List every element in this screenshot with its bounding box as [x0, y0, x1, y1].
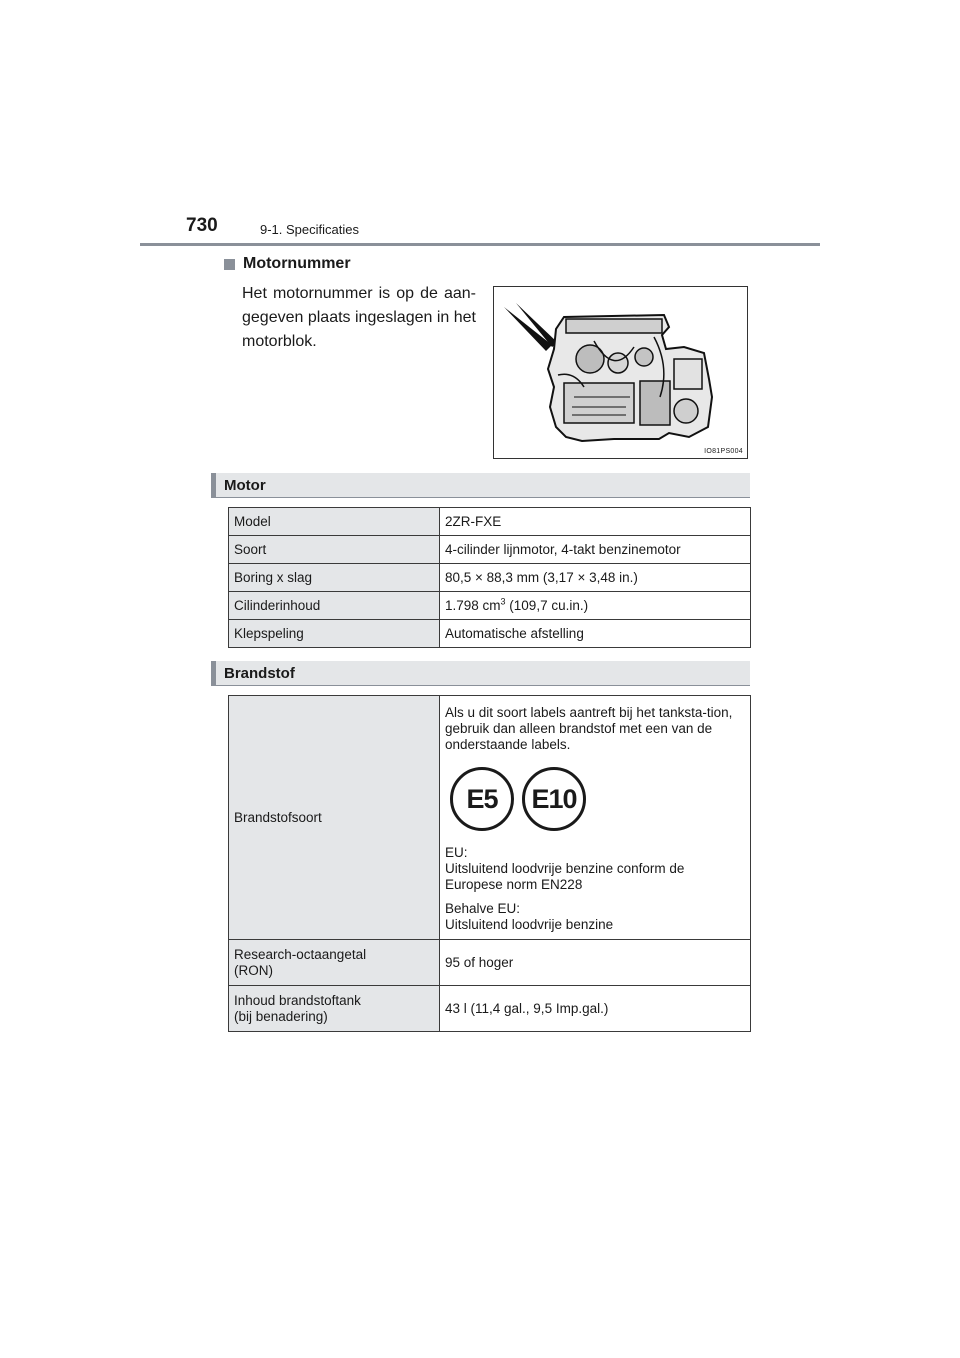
- header-divider: [140, 243, 820, 246]
- engine-number-heading-text: Motornummer: [243, 255, 351, 272]
- motor-section-header: [211, 473, 750, 498]
- tank-label-line2: (bij benadering): [234, 1008, 328, 1024]
- non-eu-fuel-note: [445, 901, 745, 933]
- row-label: Klepspeling: [229, 620, 440, 648]
- row-value: 43 l (11,4 gal., 9,5 Imp.gal.): [440, 986, 751, 1032]
- row-value: [440, 696, 751, 940]
- fuel-spec-table: [228, 695, 751, 1032]
- table-row: [229, 986, 751, 1032]
- row-label: Model: [229, 508, 440, 536]
- displacement-suffix: (109,7 cu.in.): [505, 598, 589, 613]
- non-eu-text: Uitsluitend loodvrije benzine: [445, 917, 614, 932]
- tank-label-line1: Inhoud brandstoftank: [234, 992, 361, 1008]
- table-row: [229, 620, 751, 648]
- table-row: [229, 536, 751, 564]
- motor-section-title: Motor: [224, 477, 266, 494]
- square-bullet-icon: [224, 259, 235, 270]
- row-label: Brandstofsoort: [229, 696, 440, 940]
- fuel-badge-e10: E10: [522, 767, 586, 831]
- eu-text: Uitsluitend loodvrije benzine conform de Europese norm EN228: [445, 861, 685, 892]
- table-row: [229, 508, 751, 536]
- engine-drawing-icon: [494, 287, 747, 458]
- fuel-badge-e5: E5: [450, 767, 514, 831]
- superscript: 3: [500, 596, 506, 607]
- motor-spec-table: [228, 507, 751, 648]
- row-value: 2ZR-FXE: [440, 508, 751, 536]
- engine-number-heading: [224, 255, 351, 273]
- row-value: 80,5 × 88,3 mm (3,17 × 3,48 in.): [440, 564, 751, 592]
- octane-label-line1: Research-octaangetal: [234, 946, 367, 962]
- row-label: Cilinderinhoud: [229, 592, 440, 620]
- row-label: Soort: [229, 536, 440, 564]
- fuel-label-intro: Als u dit soort labels aantreft bij het tanksta-tion, gebruik dan alleen brandstof met een van de onderstaande labels.: [445, 705, 733, 752]
- section-marker: [211, 661, 216, 685]
- eu-label: EU:: [445, 845, 468, 860]
- table-row: [229, 696, 751, 940]
- fuel-badges: [450, 767, 745, 831]
- fuel-section-title: Brandstof: [224, 665, 295, 682]
- table-row: [229, 564, 751, 592]
- row-label: Boring x slag: [229, 564, 440, 592]
- row-value: 4-cilinder lijnmotor, 4-takt benzinemotor: [440, 536, 751, 564]
- row-value: [440, 592, 751, 620]
- engine-illustration: [493, 286, 748, 459]
- section-marker: [211, 473, 216, 497]
- fuel-section-header: [211, 661, 750, 686]
- table-row: [229, 940, 751, 986]
- eu-fuel-note: [445, 845, 745, 893]
- section-title: 9-1. Specificaties: [260, 222, 359, 237]
- non-eu-label: Behalve EU:: [445, 901, 521, 916]
- row-label: [229, 986, 440, 1032]
- engine-number-description: Het motornummer is op de aan-gegeven plaats ingeslagen in het motorblok.: [242, 285, 476, 350]
- row-label: [229, 940, 440, 986]
- row-value: 95 of hoger: [440, 940, 751, 986]
- displacement-value: 1.798 cm: [445, 598, 501, 613]
- page-number: 730: [186, 215, 218, 236]
- row-value: Automatische afstelling: [440, 620, 751, 648]
- octane-label-line2: (RON): [234, 962, 273, 978]
- figure-code: IO81PS004: [704, 448, 743, 455]
- table-row: [229, 592, 751, 620]
